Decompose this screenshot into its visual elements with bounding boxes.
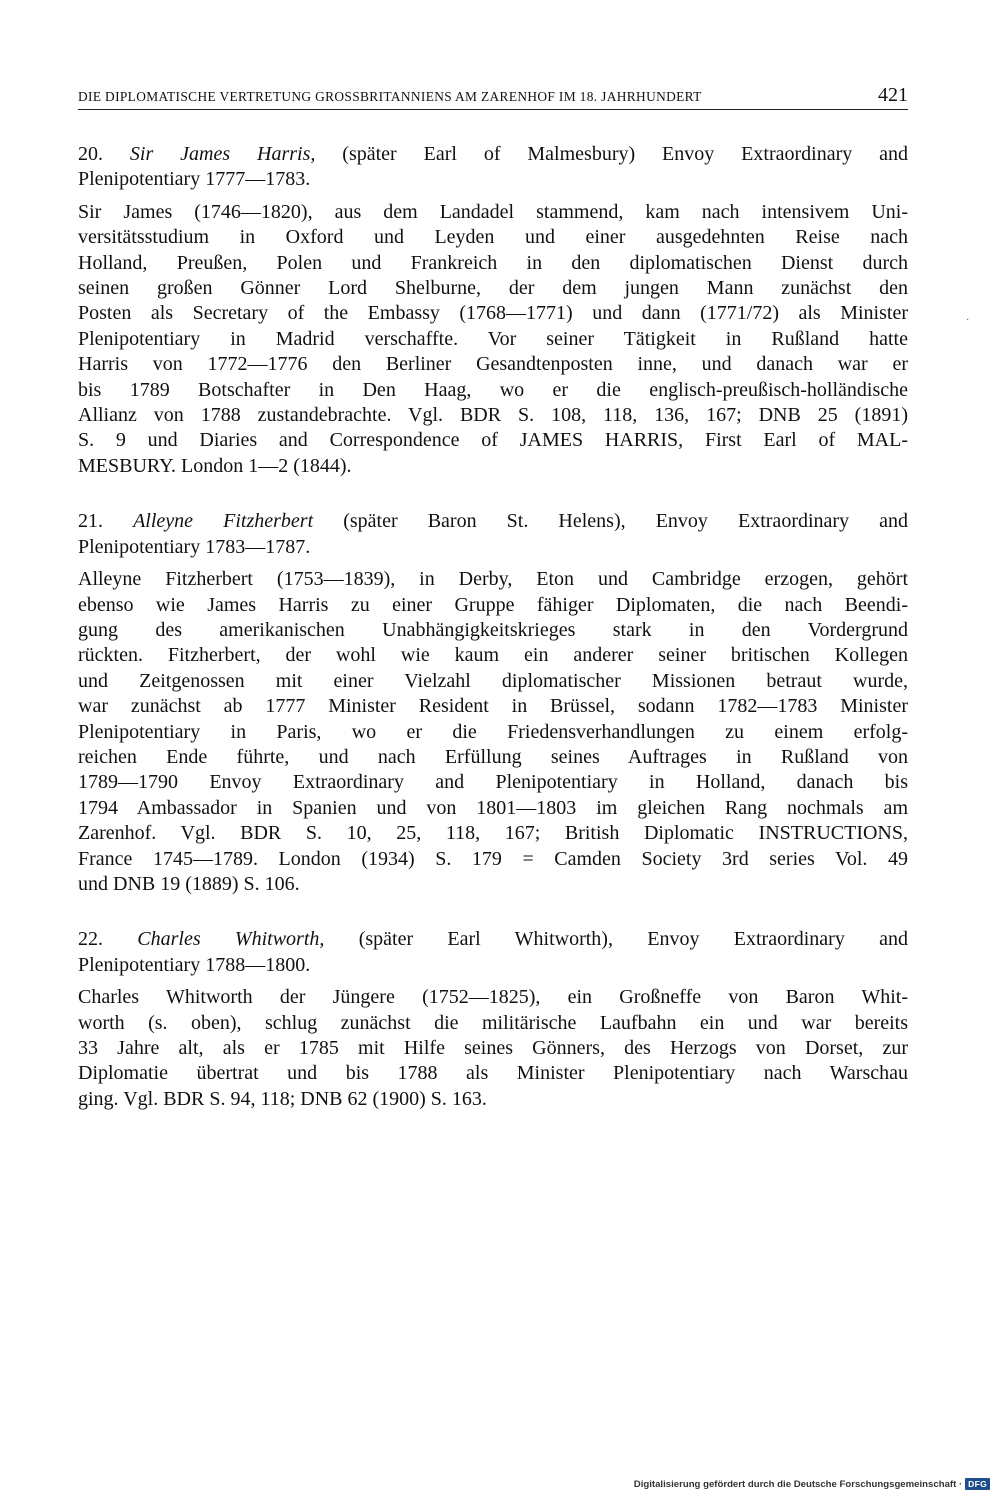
running-head [78, 84, 908, 110]
entry-heading [78, 509, 908, 560]
body-line: und DNB 19 (1889) S. 106. [78, 872, 300, 895]
entry-title: (später Baron St. Helens), Envoy Extraordinary and [343, 510, 909, 533]
entry-heading-line: Plenipotentiary 1788—1800. [78, 953, 311, 976]
running-title: DIE DIPLOMATISCHE VERTRETUNG GROSSBRITANNIENS AM ZARENHOF IM 18. JAHRHUNDERT [78, 89, 702, 104]
document-page [78, 84, 908, 1112]
body-line: ging. Vgl. BDR S. 94, 118; DNB 62 (1900) S. 163. [78, 1087, 487, 1110]
body-line: France 1745—1789. London (1934) S. 179 = Camden Society 3rd series Vol. 49 [78, 847, 908, 870]
entry-name: Charles Whitworth, [137, 928, 325, 951]
entry-number: 21. [78, 510, 103, 533]
body-line: Holland, Preußen, Polen und Frankreich in den diplomatischen Dienst durch [78, 251, 908, 274]
body-line: Plenipotentiary in Paris, wo er die Friedensverhandlungen zu einem erfolg- [78, 720, 908, 743]
entry-fitzherbert [78, 509, 908, 897]
entry-harris [78, 142, 908, 479]
body-line: MESBURY. London 1—2 (1844). [78, 454, 352, 477]
entry-heading-line: Plenipotentiary 1777—1783. [78, 168, 311, 191]
entry-name: Alleyne Fitzherbert [133, 510, 314, 533]
body-line: seinen großen Gönner Lord Shelburne, der dem jungen Mann zunächst den [78, 277, 908, 300]
entry-body [78, 567, 908, 897]
entry-heading-line [78, 509, 908, 534]
entry-heading [78, 142, 908, 193]
dfg-logo-icon: DFG [965, 1478, 990, 1490]
margin-mark: · [966, 315, 970, 326]
entry-title: (später Earl Whitworth), Envoy Extraordinary and [358, 928, 908, 951]
body-line: Plenipotentiary in Madrid verschaffte. Vor seiner Tätigkeit in Rußland hatte [78, 327, 908, 350]
body-line: Allianz von 1788 zustandebrachte. Vgl. BDR S. 108, 118, 136, 167; DNB 25 (1891) [78, 404, 908, 427]
body-line: Alleyne Fitzherbert (1753—1839), in Derby, Eton und Cambridge erzogen, gehört [78, 568, 908, 591]
footer-text: Digitalisierung gefördert durch die Deutsche Forschungsgemeinschaft · [633, 1478, 963, 1490]
entry-name: Sir James Harris, [129, 143, 316, 165]
entry-heading-line: Plenipotentiary 1783—1787. [78, 535, 311, 558]
entry-number: 22. [78, 928, 103, 951]
body-line: und Zeitgenossen mit einer Vielzahl diplomatischer Missionen betraut wurde, [78, 669, 908, 692]
body-line: versitätsstudium in Oxford und Leyden und einer ausgedehnten Reise nach [78, 226, 908, 249]
body-line: 1789—1790 Envoy Extraordinary and Plenipotentiary in Holland, danach bis [78, 771, 908, 794]
body-line: Posten als Secretary of the Embassy (1768—1771) und dann (1771/72) als Minister [78, 302, 908, 325]
entry-heading-line [78, 927, 908, 952]
body-line: 1794 Ambassador in Spanien und von 1801—1803 im gleichen Rang nochmals am [78, 796, 908, 819]
footer [634, 1478, 990, 1490]
body-line: Charles Whitworth der Jüngere (1752—1825), ein Großneffe von Baron Whit- [78, 986, 908, 1009]
body-line: ebenso wie James Harris zu einer Gruppe fähiger Diplomaten, die nach Beendi- [78, 593, 908, 616]
entry-heading [78, 927, 908, 978]
body-line: S. 9 und Diaries and Correspondence of JAMES HARRIS, First Earl of MAL- [78, 429, 908, 452]
entry-body [78, 200, 908, 479]
entry-whitworth [78, 927, 908, 1112]
page-number: 421 [878, 84, 908, 106]
body-line: Zarenhof. Vgl. BDR S. 10, 25, 118, 167; British Diplomatic INSTRUCTIONS, [78, 822, 908, 845]
body-line: Harris von 1772—1776 den Berliner Gesandtenposten inne, und danach war er [78, 353, 908, 376]
body-line: Sir James (1746—1820), aus dem Landadel stammend, kam nach intensivem Uni- [78, 200, 908, 223]
entry-heading-line [78, 142, 908, 167]
body-line: rückten. Fitzherbert, der wohl wie kaum ein anderer seiner britischen Kollegen [78, 644, 908, 667]
entry-number: 20. [78, 143, 103, 165]
body-line: gung des amerikanischen Unabhängigkeitskrieges stark in den Vordergrund [78, 618, 908, 641]
body-line: reichen Ende führte, und nach Erfüllung seines Auftrages in Rußland von [78, 745, 908, 768]
body-line: bis 1789 Botschafter in Den Haag, wo er die englisch-preußisch-holländische [78, 378, 908, 401]
body-line: worth (s. oben), schlug zunächst die militärische Laufbahn ein und war bereits [78, 1011, 908, 1034]
entry-title: (später Earl of Malmesbury) Envoy Extraordinary and [342, 143, 909, 165]
body-line: 33 Jahre alt, als er 1785 mit Hilfe seines Gönners, des Herzogs von Dorset, zur [78, 1037, 908, 1059]
body-line: war zunächst ab 1777 Minister Resident in Brüssel, sodann 1782—1783 Minister [78, 695, 908, 718]
entry-body [78, 985, 908, 1112]
body-line: Diplomatie übertrat und bis 1788 als Minister Plenipotentiary nach Warschau [78, 1062, 908, 1085]
